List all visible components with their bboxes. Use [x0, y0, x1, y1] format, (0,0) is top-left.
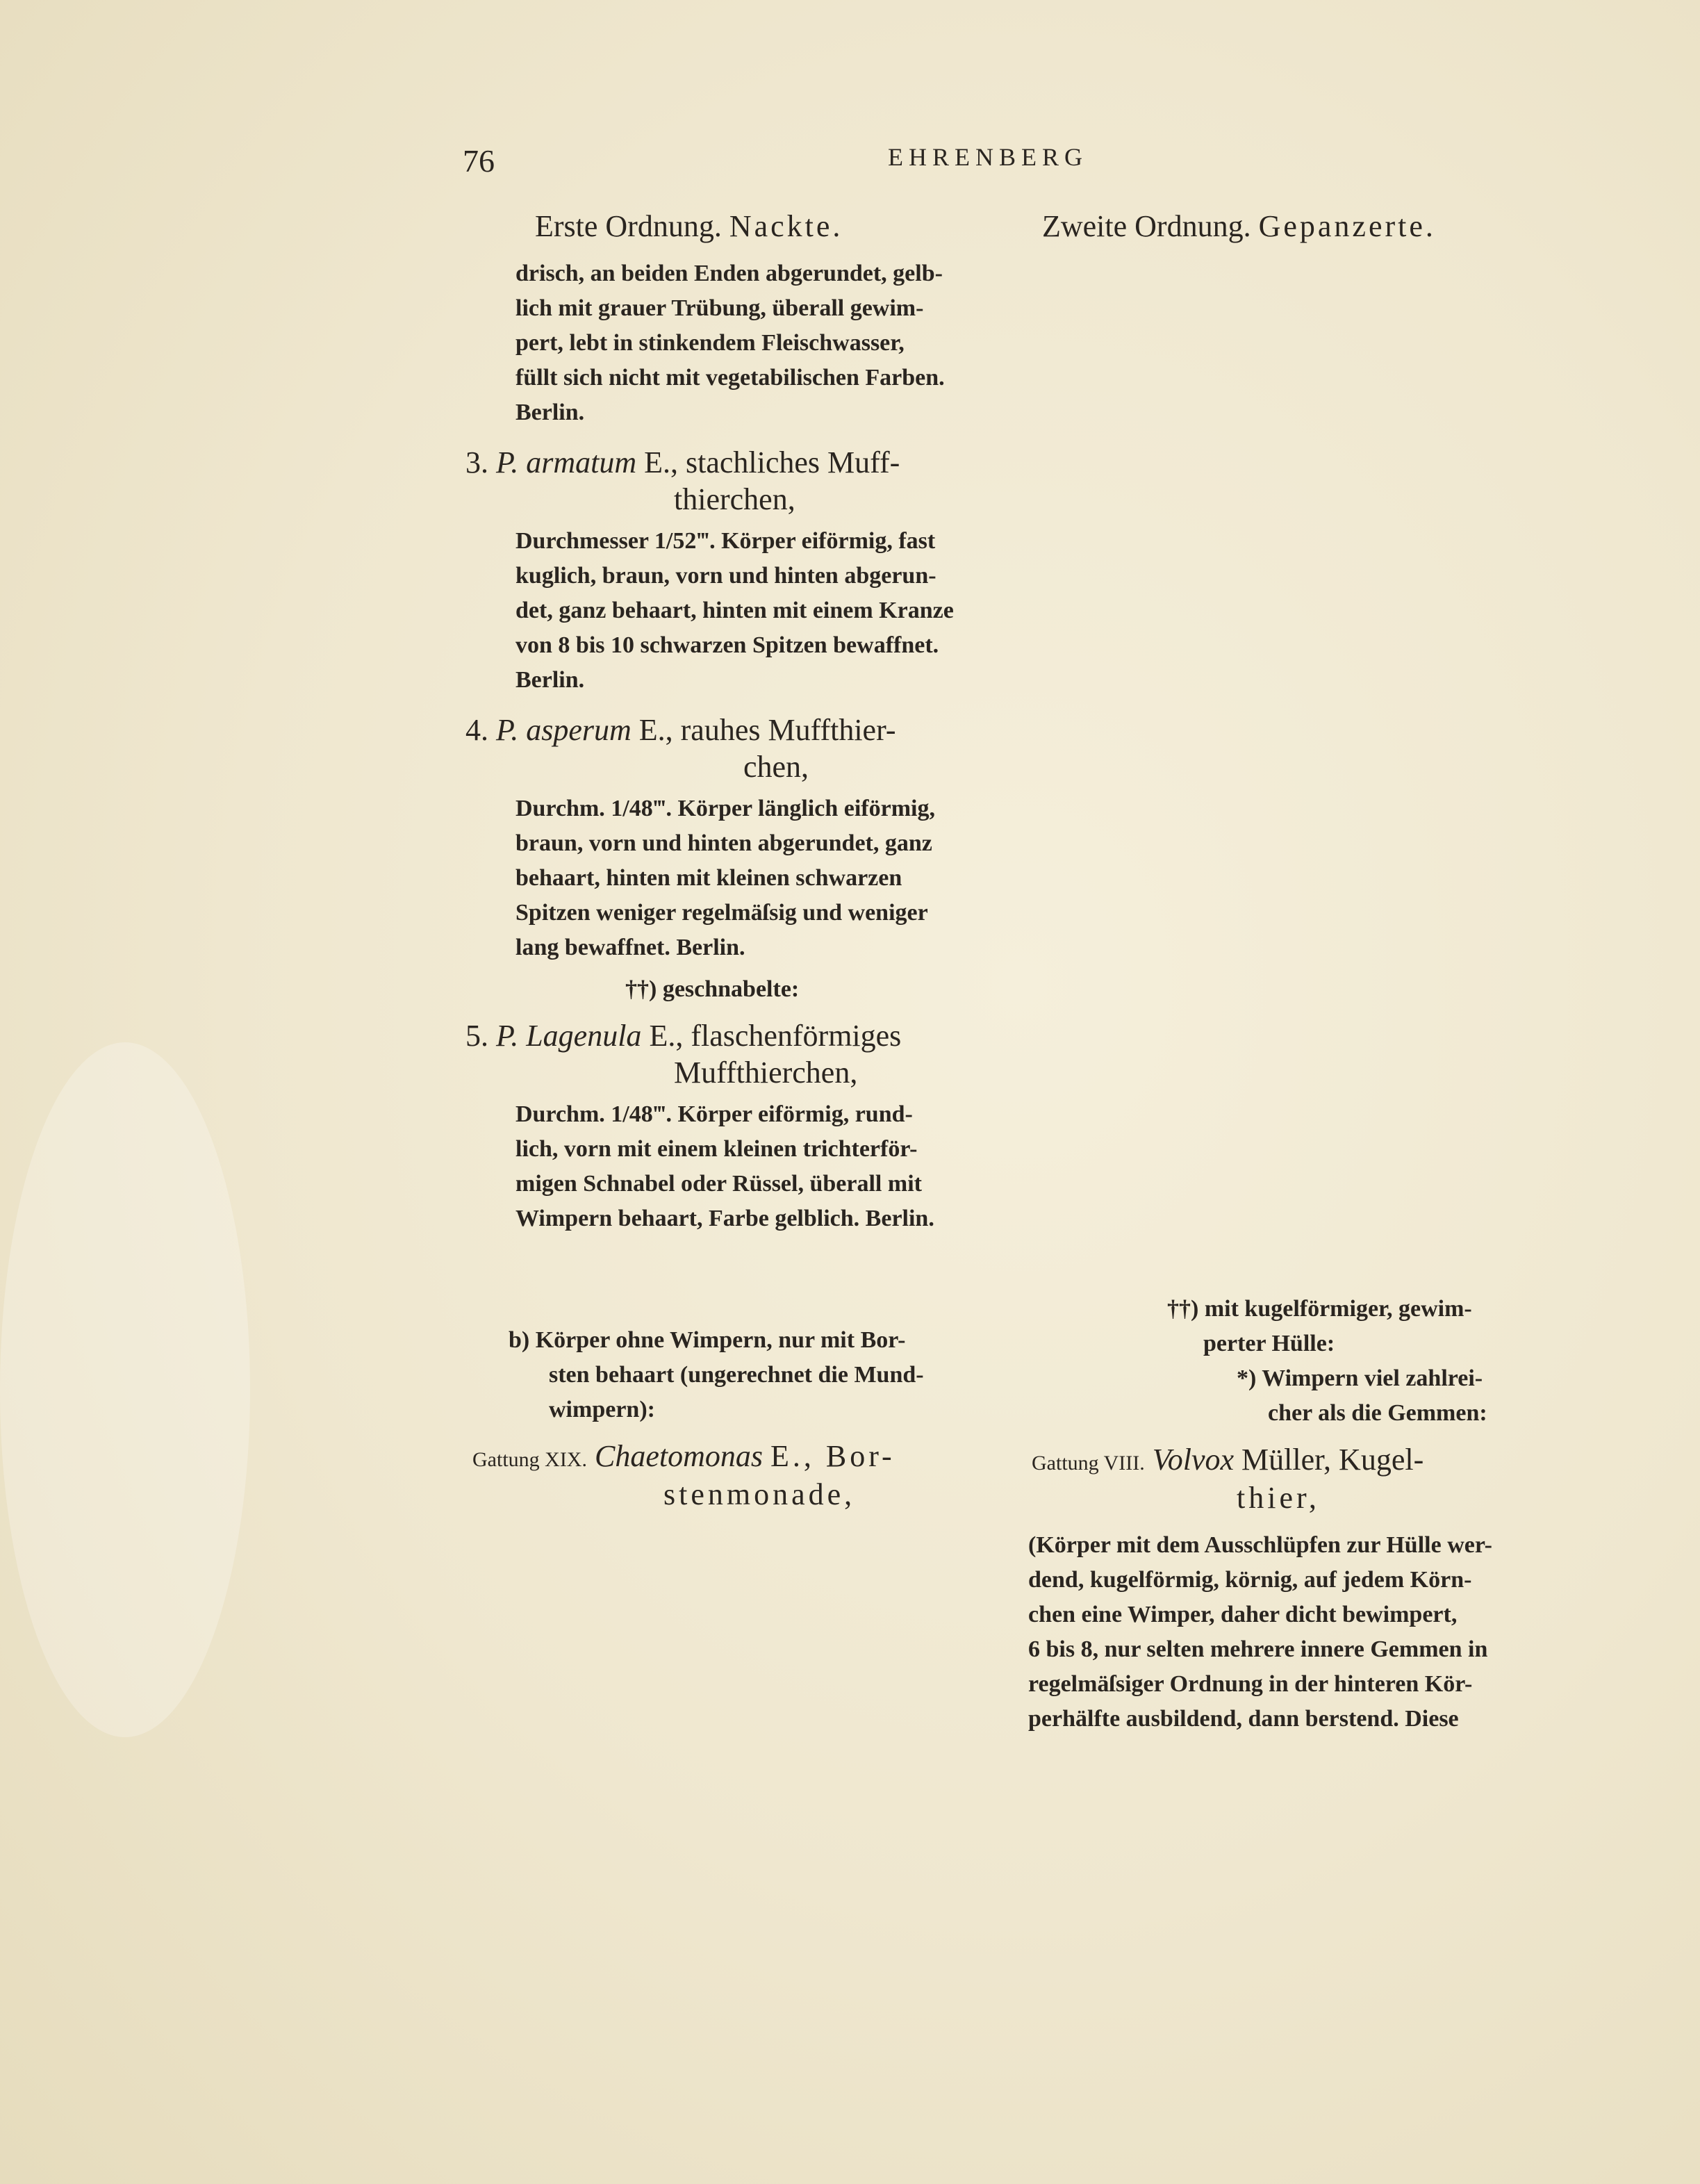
- text-line: det, ganz behaart, hinten mit einem Kranze: [515, 598, 954, 623]
- text-line: lang bewaffnet. Berlin.: [515, 935, 745, 960]
- text-line: Berlin.: [515, 667, 585, 693]
- text-line: Durchmesser 1/52‴. Körper eiförmig, fast: [515, 528, 936, 554]
- genus-common-name: Müller, Kugel-: [1241, 1443, 1424, 1477]
- text-line: Berlin.: [515, 400, 585, 425]
- text-line: dend, kugelförmig, körnig, auf jedem Körn-: [1028, 1567, 1472, 1593]
- genus-name: Volvox: [1152, 1443, 1235, 1477]
- text-line: drisch, an beiden Enden abgerundet, gelb-: [515, 261, 943, 286]
- genus-name: Chaetomonas: [594, 1439, 763, 1473]
- text-line: chen eine Wimper, daher dicht bewimpert,: [1028, 1602, 1458, 1627]
- entry-number: 4.: [465, 713, 488, 747]
- text-line: migen Schnabel oder Rüssel, überall mit: [515, 1171, 922, 1197]
- text-line: (Körper mit dem Ausschlüpfen zur Hülle wer-: [1028, 1532, 1492, 1558]
- text-line: b) Körper ohne Wimpern, nur mit Bor-: [509, 1327, 906, 1353]
- text-line: sten behaart (ungerechnet die Mund-: [549, 1362, 924, 1388]
- species-name: P. Lagenula: [496, 1019, 642, 1053]
- text-line: braun, vorn und hinten abgerundet, ganz: [515, 830, 932, 856]
- text-line: cher als die Gemmen:: [1268, 1400, 1487, 1426]
- text-line: stenmonade,: [663, 1477, 856, 1511]
- subsection-heading: ††) mit kugelförmiger, gewim-: [1167, 1296, 1472, 1322]
- page-number: 76: [463, 143, 495, 179]
- text-line: perter Hülle:: [1203, 1331, 1335, 1356]
- text-line: Durchm. 1/48‴. Körper länglich eiförmig,: [515, 796, 935, 821]
- genus-entry: [1032, 1442, 1423, 1477]
- text-line: behaart, hinten mit kleinen schwarzen: [515, 865, 902, 891]
- entry-number: 5.: [465, 1019, 488, 1053]
- order-name: Gepanzerte.: [1258, 209, 1436, 243]
- text-line: füllt sich nicht mit vegetabilischen Farben.: [515, 365, 945, 391]
- species-name: P. asperum: [496, 713, 632, 747]
- text-line: thier,: [1237, 1481, 1320, 1515]
- genus-label: Gattung VIII.: [1032, 1452, 1145, 1475]
- order-name: Nackte.: [729, 209, 843, 243]
- species-common-name: E., flaschenförmiges: [649, 1019, 902, 1053]
- text-line: Wimpern behaart, Farbe gelblich. Berlin.: [515, 1206, 934, 1231]
- text-line: regelmäſsiger Ordnung in der hinteren Kör-: [1028, 1671, 1473, 1697]
- subsection-heading: ††) geschnabelte:: [625, 976, 800, 1002]
- order-label: Zweite Ordnung.: [1042, 209, 1251, 243]
- text-line: von 8 bis 10 schwarzen Spitzen bewaffnet.: [515, 632, 939, 658]
- species-common-name: E., rauhes Muffthier-: [638, 713, 896, 747]
- right-column-heading: [1042, 208, 1436, 244]
- text-line: perhälfte ausbildend, dann berstend. Diese: [1028, 1706, 1459, 1732]
- text-line: Muffthierchen,: [674, 1056, 858, 1090]
- text-line: pert, lebt in stinkendem Fleischwasser,: [515, 330, 905, 356]
- paper-stain: [0, 1042, 250, 1737]
- entry-number: 3.: [465, 445, 488, 479]
- text-line: Durchm. 1/48‴. Körper eiförmig, rund-: [515, 1101, 913, 1127]
- text-line: kuglich, braun, vorn und hinten abgerun-: [515, 563, 936, 589]
- genus-label: Gattung XIX.: [472, 1448, 587, 1471]
- genus-entry: [472, 1438, 896, 1474]
- species-entry-5: [465, 1018, 901, 1053]
- running-header-author: EHRENBERG: [888, 143, 1088, 171]
- subsection-heading: *) Wimpern viel zahlrei-: [1237, 1365, 1483, 1391]
- left-column-heading: [535, 208, 843, 244]
- text-line: wimpern):: [549, 1397, 655, 1422]
- species-entry-3: [465, 445, 900, 480]
- species-entry-4: [465, 712, 896, 748]
- text-line: chen,: [743, 750, 809, 784]
- genus-common-name: E., Bor-: [770, 1439, 896, 1473]
- species-common-name: E., stachliches Muff-: [644, 445, 900, 479]
- text-line: thierchen,: [674, 482, 795, 516]
- species-name: P. armatum: [496, 445, 637, 479]
- text-line: lich, vorn mit einem kleinen trichterför-: [515, 1136, 918, 1162]
- text-line: 6 bis 8, nur selten mehrere innere Gemmen in: [1028, 1636, 1488, 1662]
- text-line: lich mit grauer Trübung, überall gewim-: [515, 295, 924, 321]
- text-line: Spitzen weniger regelmäſsig und weniger: [515, 900, 928, 926]
- order-label: Erste Ordnung.: [535, 209, 722, 243]
